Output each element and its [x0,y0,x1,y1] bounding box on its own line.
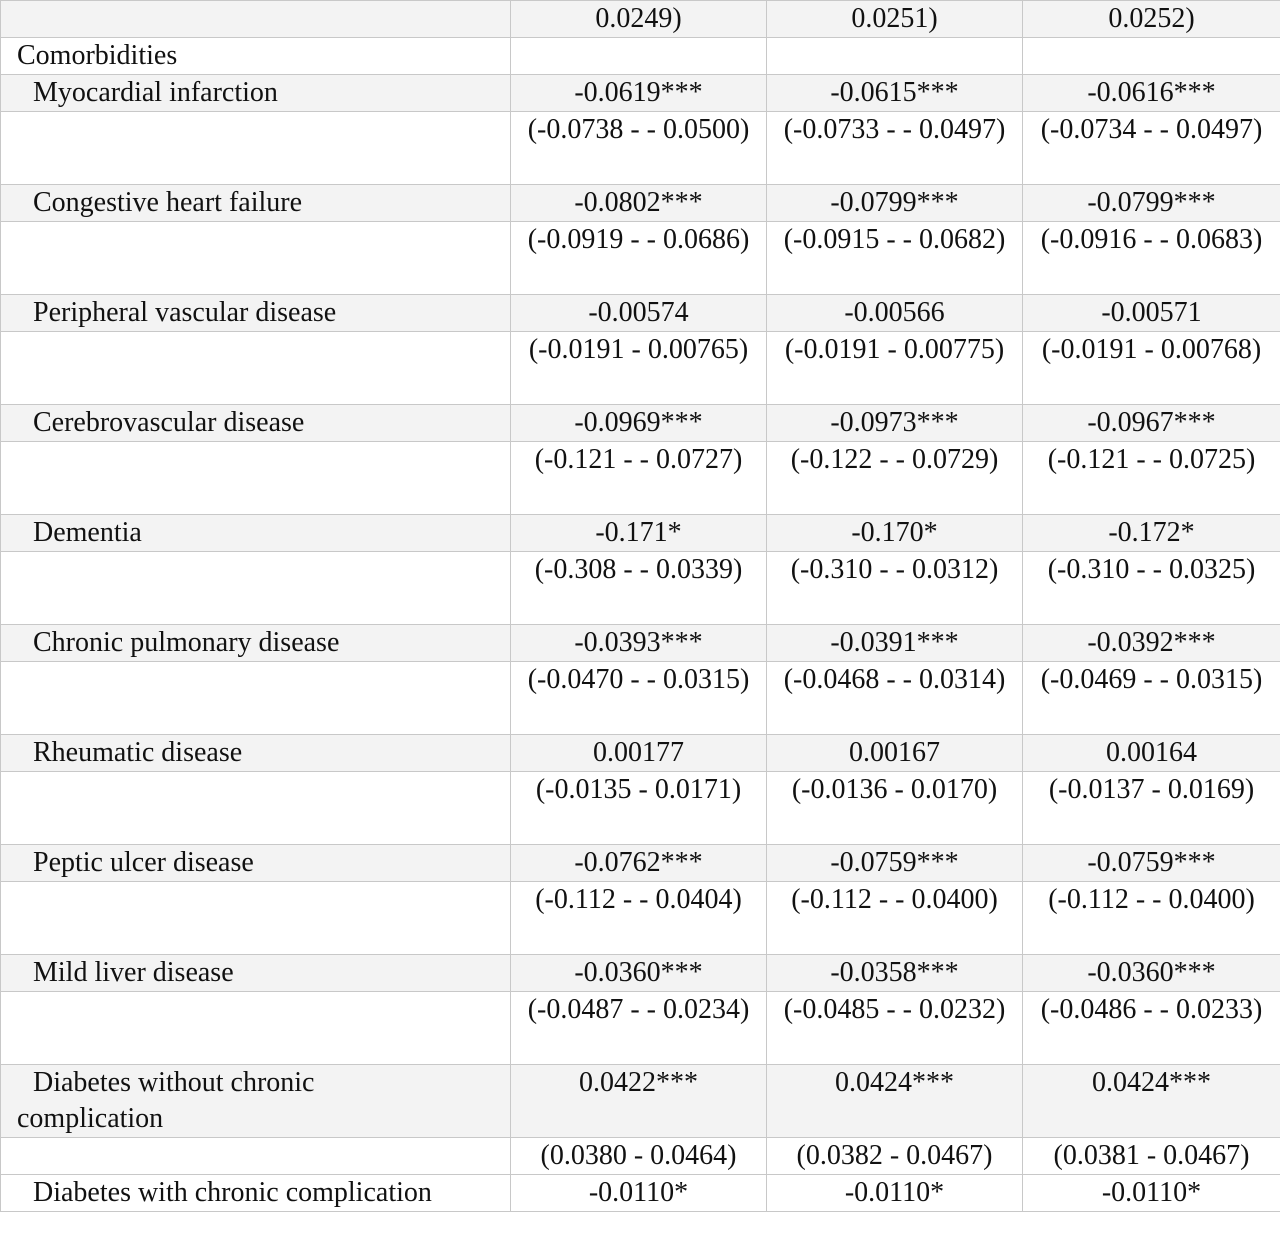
table-row [1,1,1280,38]
value-cell-model-2 [767,882,1023,955]
cell-value: (-0.0469 - - 0.0315) [1040,664,1263,695]
value-cell-model-2 [767,625,1023,662]
value-cell-model-3 [1023,112,1280,185]
value-cell-model-2 [767,1,1023,38]
value-cell-model-1 [511,295,767,332]
cell-value: 0.0424*** [835,1067,954,1098]
value-cell-model-3 [1023,1065,1280,1138]
row-label: Diabetes with chronic complication [33,1177,432,1208]
cell-value: -0.0360*** [574,957,703,988]
row-label-cell [1,625,511,662]
cell-value: (-0.0919 - - 0.0686) [527,224,750,255]
cell-value: -0.0967*** [1087,407,1216,438]
cell-value: (-0.0191 - 0.00768) [1041,334,1262,365]
cell-value: (-0.122 - - 0.0729) [790,444,999,475]
cell-value: (-0.0738 - - 0.0500) [527,114,750,145]
cell-value: -0.00566 [844,297,945,328]
value-cell-model-1 [511,845,767,882]
row-label: Peptic ulcer disease [33,847,254,878]
cell-value: -0.0110* [588,1177,689,1208]
value-cell-model-3 [1023,992,1280,1065]
row-label-cell [1,1138,511,1175]
cell-value: -0.0759*** [830,847,959,878]
cell-value: (-0.0486 - - 0.0233) [1040,994,1263,1025]
value-cell-model-1 [511,222,767,295]
cell-value: -0.0358*** [830,957,959,988]
value-cell-model-3 [1023,845,1280,882]
value-cell-model-1 [511,75,767,112]
row-label-cell [1,1065,511,1138]
value-cell-model-1 [511,332,767,405]
row-label: Rheumatic disease [33,737,243,768]
value-cell-model-2 [767,955,1023,992]
table-row [1,845,1280,882]
row-label-cell [1,552,511,625]
value-cell-model-3 [1023,1,1280,38]
value-cell-model-2 [767,1065,1023,1138]
cell-value: -0.0391*** [830,627,959,658]
cell-value: (-0.0733 - - 0.0497) [783,114,1006,145]
table-row [1,332,1280,405]
row-label-cell [1,185,511,222]
cell-value: -0.0393*** [574,627,703,658]
value-cell-model-2 [767,992,1023,1065]
cell-value: (-0.0135 - 0.0171) [535,774,742,805]
value-cell-model-2 [767,185,1023,222]
cell-value: (-0.0136 - 0.0170) [791,774,998,805]
value-cell-model-3 [1023,662,1280,735]
cell-value: -0.0615*** [830,77,959,108]
table-row [1,1175,1280,1212]
value-cell-model-1 [511,185,767,222]
value-cell-model-2 [767,515,1023,552]
cell-value: 0.0251) [851,3,938,34]
table-row [1,442,1280,515]
row-label: Peripheral vascular disease [33,297,337,328]
value-cell-model-3 [1023,222,1280,295]
cell-value: -0.0110* [844,1177,945,1208]
value-cell-model-2 [767,735,1023,772]
row-label-cell [1,38,511,75]
cell-value: (-0.0487 - - 0.0234) [527,994,750,1025]
row-label: Chronic pulmonary disease [33,627,340,658]
table-row [1,222,1280,295]
table-row [1,662,1280,735]
cell-value: 0.00177 [593,737,684,768]
cell-value: (-0.0191 - 0.00765) [528,334,749,365]
value-cell-model-3 [1023,772,1280,845]
row-label-cell [1,75,511,112]
value-cell-model-1 [511,1065,767,1138]
table-row [1,75,1280,112]
value-cell-model-1 [511,955,767,992]
value-cell-model-3 [1023,442,1280,515]
table-row [1,515,1280,552]
value-cell-model-3 [1023,882,1280,955]
value-cell-model-2 [767,38,1023,75]
table-row [1,992,1280,1065]
table-body [1,1,1280,1212]
cell-value: 0.00167 [849,737,940,768]
table-row [1,882,1280,955]
cell-value: (-0.0470 - - 0.0315) [527,664,750,695]
cell-value: 0.0422*** [579,1067,698,1098]
cell-value: -0.0110* [1101,1177,1202,1208]
row-label-cell [1,882,511,955]
cell-value: 0.0252) [1108,3,1195,34]
cell-value: -0.0969*** [574,407,703,438]
table-row [1,625,1280,662]
row-label-cell [1,955,511,992]
cell-value: -0.0762*** [574,847,703,878]
value-cell-model-3 [1023,515,1280,552]
cell-value: (-0.310 - - 0.0325) [1047,554,1256,585]
value-cell-model-2 [767,75,1023,112]
row-label: Dementia [33,517,142,548]
row-label-cell [1,295,511,332]
value-cell-model-2 [767,845,1023,882]
row-label-cell [1,735,511,772]
cell-value: -0.171* [595,517,682,548]
table-row [1,772,1280,845]
value-cell-model-3 [1023,185,1280,222]
value-cell-model-1 [511,735,767,772]
cell-value: -0.0799*** [1087,187,1216,218]
value-cell-model-1 [511,515,767,552]
value-cell-model-1 [511,625,767,662]
row-label: Comorbidities [17,40,178,71]
value-cell-model-2 [767,1175,1023,1212]
cell-value: (-0.310 - - 0.0312) [790,554,999,585]
value-cell-model-3 [1023,1175,1280,1212]
row-label: Cerebrovascular disease [33,407,305,438]
table-row [1,735,1280,772]
value-cell-model-1 [511,1138,767,1175]
row-label: Congestive heart failure [33,187,303,218]
row-label: Mild liver disease [33,957,234,988]
cell-value: -0.172* [1108,517,1195,548]
table-row [1,1065,1280,1138]
cell-value: (-0.121 - - 0.0725) [1047,444,1256,475]
table-row [1,955,1280,992]
cell-value: (-0.112 - - 0.0400) [1048,884,1255,915]
value-cell-model-2 [767,442,1023,515]
row-label-cell [1,772,511,845]
value-cell-model-3 [1023,625,1280,662]
cell-value: (0.0380 - 0.0464) [540,1140,737,1171]
value-cell-model-1 [511,992,767,1065]
cell-value: -0.0973*** [830,407,959,438]
row-label-continued: complication [17,1103,164,1134]
cell-value: -0.0616*** [1087,77,1216,108]
table-row [1,295,1280,332]
cell-value: 0.0424*** [1092,1067,1211,1098]
cell-value: (-0.112 - - 0.0404) [535,884,742,915]
table-row [1,552,1280,625]
value-cell-model-3 [1023,955,1280,992]
table-row [1,185,1280,222]
value-cell-model-1 [511,882,767,955]
row-label-cell [1,992,511,1065]
row-label-cell [1,112,511,185]
row-label-cell [1,1175,511,1212]
value-cell-model-1 [511,552,767,625]
value-cell-model-3 [1023,1138,1280,1175]
value-cell-model-3 [1023,735,1280,772]
cell-value: -0.0392*** [1087,627,1216,658]
value-cell-model-1 [511,442,767,515]
table-row [1,38,1280,75]
cell-value: (-0.308 - - 0.0339) [534,554,743,585]
value-cell-model-1 [511,1,767,38]
value-cell-model-3 [1023,38,1280,75]
table-row [1,112,1280,185]
cell-value: -0.0799*** [830,187,959,218]
row-label-cell [1,845,511,882]
cell-value: (-0.0915 - - 0.0682) [783,224,1006,255]
cell-value: 0.0249) [595,3,682,34]
value-cell-model-2 [767,405,1023,442]
value-cell-model-1 [511,405,767,442]
cell-value: (-0.0485 - - 0.0232) [783,994,1006,1025]
row-label-cell [1,222,511,295]
value-cell-model-1 [511,772,767,845]
cell-value: (-0.112 - - 0.0400) [791,884,998,915]
row-label-cell [1,515,511,552]
cell-value: -0.0360*** [1087,957,1216,988]
value-cell-model-3 [1023,332,1280,405]
value-cell-model-2 [767,332,1023,405]
row-label: Diabetes without chronic [33,1067,315,1098]
cell-value: (-0.0137 - 0.0169) [1048,774,1255,805]
cell-value: (-0.0916 - - 0.0683) [1040,224,1263,255]
cell-value: -0.170* [851,517,938,548]
cell-value: 0.00164 [1106,737,1197,768]
value-cell-model-2 [767,1138,1023,1175]
table-row [1,1138,1280,1175]
row-label-cell [1,662,511,735]
cell-value: (0.0381 - 0.0467) [1053,1140,1250,1171]
value-cell-model-1 [511,1175,767,1212]
value-cell-model-3 [1023,552,1280,625]
value-cell-model-2 [767,222,1023,295]
cell-value: -0.00571 [1101,297,1202,328]
value-cell-model-1 [511,38,767,75]
value-cell-model-3 [1023,75,1280,112]
value-cell-model-2 [767,552,1023,625]
row-label-cell [1,332,511,405]
row-label-cell [1,405,511,442]
value-cell-model-2 [767,772,1023,845]
row-label: Myocardial infarction [33,77,278,108]
cell-value: -0.0619*** [574,77,703,108]
row-label-cell [1,1,511,38]
cell-value: (-0.121 - - 0.0727) [534,444,743,475]
cell-value: -0.00574 [588,297,689,328]
cell-value: (0.0382 - 0.0467) [796,1140,993,1171]
cell-value: -0.0802*** [574,187,703,218]
value-cell-model-1 [511,112,767,185]
value-cell-model-2 [767,295,1023,332]
cell-value: (-0.0468 - - 0.0314) [783,664,1006,695]
value-cell-model-3 [1023,295,1280,332]
cell-value: (-0.0734 - - 0.0497) [1040,114,1263,145]
cell-value: -0.0759*** [1087,847,1216,878]
value-cell-model-2 [767,112,1023,185]
table-row [1,405,1280,442]
value-cell-model-1 [511,662,767,735]
cell-value: (-0.0191 - 0.00775) [784,334,1005,365]
value-cell-model-3 [1023,405,1280,442]
value-cell-model-2 [767,662,1023,735]
row-label-cell [1,442,511,515]
